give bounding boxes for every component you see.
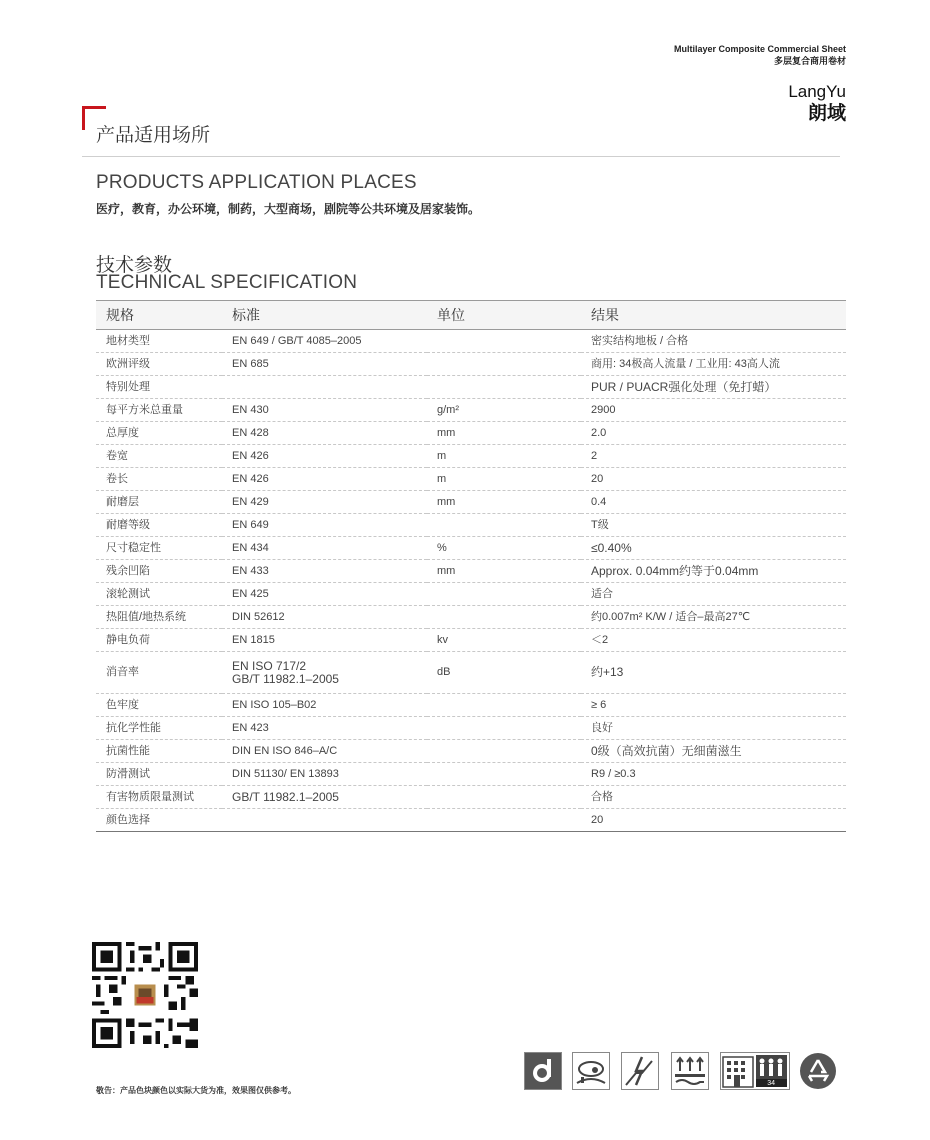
- table-row: [96, 468, 846, 491]
- cell-result: R9 / ≥0.3: [581, 763, 846, 786]
- commercial-use-icon: [720, 1052, 790, 1090]
- cell-result: 密实结构地板 / 合格: [581, 330, 846, 353]
- table-row: [96, 445, 846, 468]
- cell-standard: EN 426: [222, 468, 427, 491]
- cell-unit: mm: [427, 491, 581, 514]
- cell-result: 适合: [581, 583, 846, 606]
- cell-standard: EN ISO 717/2: [232, 658, 307, 673]
- application-description: 医疗，教育，办公环境，制药，大型商场，剧院等公共环境及居家装饰。: [96, 202, 481, 216]
- cell-unit: [427, 694, 581, 717]
- cell-unit: m: [427, 445, 581, 468]
- cell-result: 约0.007m² K/W / 适合–最高27℃: [581, 606, 846, 629]
- cell-unit: [427, 606, 581, 629]
- table-row: [96, 376, 846, 399]
- cell-result: 0级（高效抗菌）无细菌滋生: [581, 740, 846, 763]
- brand-block: [788, 82, 846, 126]
- table-row: [96, 491, 846, 514]
- cell-unit: [427, 376, 581, 399]
- cell-unit: [427, 353, 581, 376]
- cell-result: Approx. 0.04mm约等于0.04mm: [581, 560, 846, 583]
- cell-result: ≤0.40%: [581, 537, 846, 560]
- cell-spec: 消音率: [96, 652, 222, 694]
- cell-standard: EN 685: [222, 353, 427, 376]
- cell-spec: 地材类型: [96, 330, 222, 353]
- use-class-badge: 34: [767, 1080, 775, 1087]
- cell-result: 合格: [581, 786, 846, 809]
- cell-standard: GB/T 11982.1–2005: [222, 786, 427, 809]
- cell-result: 0.4: [581, 491, 846, 514]
- product-name-en: Multilayer Composite Commercial Sheet: [673, 44, 846, 54]
- table-row: [96, 514, 846, 537]
- cell-result: 商用: 34极高人流量 / 工业用: 43高人流: [581, 353, 846, 376]
- cell-result: PUR / PUACR强化处理（免打蜡）: [581, 376, 846, 399]
- section-divider: [82, 156, 840, 157]
- cell-unit: g/m²: [427, 399, 581, 422]
- table-row: [96, 537, 846, 560]
- cell-spec: 静电负荷: [96, 629, 222, 652]
- cell-spec: 卷宽: [96, 445, 222, 468]
- cell-standard: DIN 52612: [222, 606, 427, 629]
- table-row: [96, 629, 846, 652]
- cell-spec: 有害物质限量测试: [96, 786, 222, 809]
- table-row: [96, 583, 846, 606]
- cell-result: 20: [581, 809, 846, 832]
- cell-spec: 防滑测试: [96, 763, 222, 786]
- table-row: [96, 652, 846, 694]
- cell-standard: [222, 809, 427, 832]
- product-name-block: [674, 44, 846, 67]
- recyclable-icon: [799, 1052, 837, 1090]
- cell-spec: 卷长: [96, 468, 222, 491]
- qr-code-icon: [92, 942, 198, 1048]
- header-unit: 单位: [427, 301, 581, 330]
- cell-result: T级: [581, 514, 846, 537]
- cell-spec: 耐磨等级: [96, 514, 222, 537]
- cell-unit: [427, 583, 581, 606]
- cell-spec: 抗菌性能: [96, 740, 222, 763]
- application-title-en: PRODUCTS APPLICATION PLACES: [96, 172, 417, 193]
- cell-unit: [427, 717, 581, 740]
- antistatic-icon: [621, 1052, 659, 1090]
- cell-result: 2: [581, 445, 846, 468]
- cell-unit: m: [427, 468, 581, 491]
- table-row: [96, 740, 846, 763]
- cell-standard: EN 649 / GB/T 4085–2005: [222, 330, 427, 353]
- spec-table-header: [96, 301, 846, 330]
- table-row: [96, 717, 846, 740]
- cell-standard: DIN EN ISO 846–A/C: [222, 740, 427, 763]
- disclaimer: 敬告：产品色块颜色以实际大货为准，效果图仅供参考。: [96, 1086, 296, 1095]
- cell-standard-multi: [222, 652, 427, 694]
- cell-result: 2.0: [581, 422, 846, 445]
- cell-result: ＜2: [581, 629, 846, 652]
- cell-unit: mm: [427, 560, 581, 583]
- cell-unit: dB: [427, 652, 581, 694]
- cell-unit: [427, 514, 581, 537]
- cell-unit: [427, 330, 581, 353]
- cell-standard: EN 430: [222, 399, 427, 422]
- cell-unit: %: [427, 537, 581, 560]
- cell-spec: 抗化学性能: [96, 717, 222, 740]
- cell-standard: EN 423: [222, 717, 427, 740]
- table-row: [96, 763, 846, 786]
- cell-spec: 色牢度: [96, 694, 222, 717]
- cell-standard: EN 434: [222, 537, 427, 560]
- brand-name-en: LangYu: [788, 82, 846, 101]
- table-row: [96, 694, 846, 717]
- cell-spec: 欧洲评级: [96, 353, 222, 376]
- table-row: [96, 560, 846, 583]
- header-result: 结果: [581, 301, 846, 330]
- cell-unit: [427, 763, 581, 786]
- cell-spec: 每平方米总重量: [96, 399, 222, 422]
- cell-standard: DIN 51130/ EN 13893: [222, 763, 427, 786]
- table-row: [96, 606, 846, 629]
- spec-title-cn: 技术参数: [96, 255, 173, 276]
- cell-standard: EN 428: [222, 422, 427, 445]
- cell-result: 良好: [581, 717, 846, 740]
- cell-spec: 残余凹陷: [96, 560, 222, 583]
- product-name-cn: 多层复合商用卷材: [773, 56, 846, 66]
- table-row: [96, 786, 846, 809]
- cell-spec: 颜色选择: [96, 809, 222, 832]
- cell-standard: EN 426: [222, 445, 427, 468]
- cell-standard: EN 1815: [222, 629, 427, 652]
- cell-standard: EN 649: [222, 514, 427, 537]
- cell-spec: 总厚度: [96, 422, 222, 445]
- table-row: [96, 399, 846, 422]
- cell-standard-second: GB/T 11982.1–2005: [232, 671, 339, 686]
- cell-spec: 耐磨层: [96, 491, 222, 514]
- cell-standard: EN 425: [222, 583, 427, 606]
- cell-standard: [222, 376, 427, 399]
- table-row: [96, 809, 846, 832]
- table-row: [96, 422, 846, 445]
- cell-result: 20: [581, 468, 846, 491]
- cell-spec: 热阻值/地热系统: [96, 606, 222, 629]
- application-title-cn: 产品适用场所: [96, 125, 211, 146]
- brand-name-cn: 朗域: [807, 103, 846, 124]
- cell-result: 约+13: [581, 652, 846, 694]
- cell-spec: 特别处理: [96, 376, 222, 399]
- header-standard: 标准: [222, 301, 427, 330]
- cell-spec: 尺寸稳定性: [96, 537, 222, 560]
- cell-standard: EN 433: [222, 560, 427, 583]
- cell-unit: [427, 786, 581, 809]
- cell-standard: EN 429: [222, 491, 427, 514]
- spec-table: [96, 300, 846, 832]
- cell-result: 2900: [581, 399, 846, 422]
- cell-spec: 滚轮测试: [96, 583, 222, 606]
- spec-title-en: TECHNICAL SPECIFICATION: [96, 272, 358, 293]
- cell-unit: [427, 809, 581, 832]
- table-row: [96, 330, 846, 353]
- dimensional-stability-icon: [524, 1052, 562, 1090]
- header-spec: 规格: [96, 301, 222, 330]
- cell-unit: [427, 740, 581, 763]
- cell-standard: EN ISO 105–B02: [222, 694, 427, 717]
- table-row: [96, 353, 846, 376]
- underfloor-heating-icon: [671, 1052, 709, 1090]
- cell-unit: kv: [427, 629, 581, 652]
- chair-castor-icon: [572, 1052, 610, 1090]
- cell-unit: mm: [427, 422, 581, 445]
- cell-result: ≥ 6: [581, 694, 846, 717]
